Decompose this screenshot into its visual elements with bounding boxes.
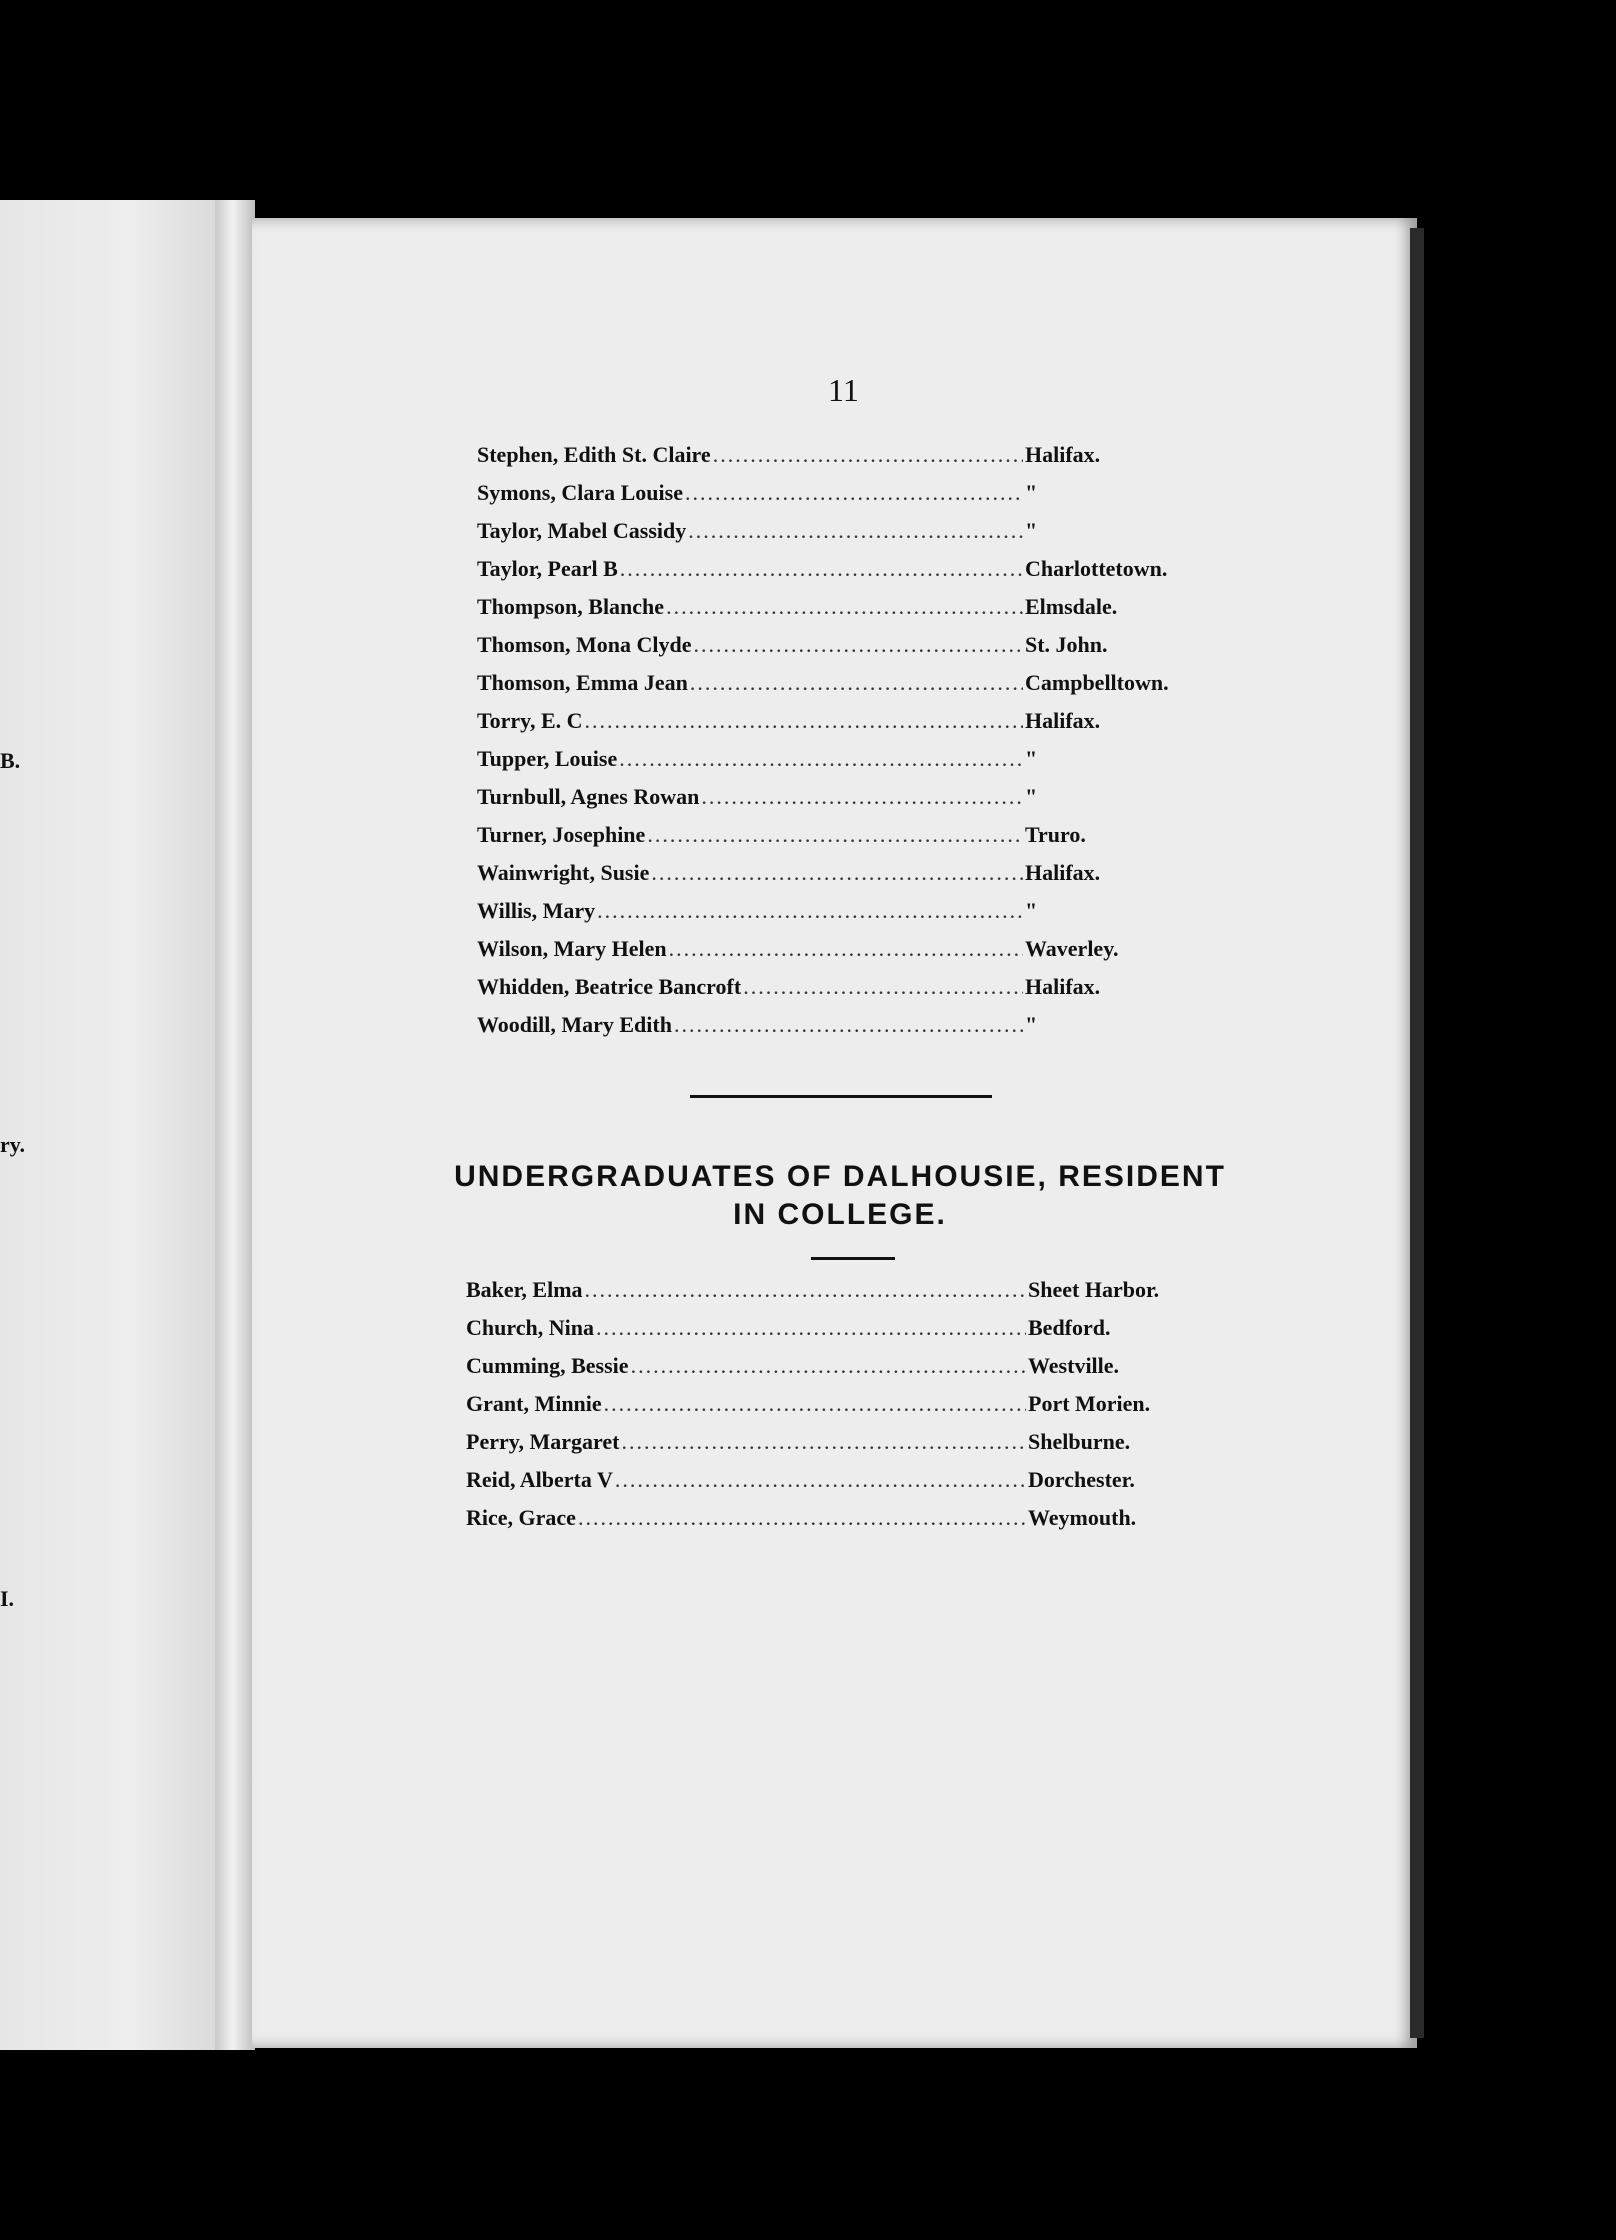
hometown: " [1025, 746, 1038, 771]
binding-gutter [215, 200, 255, 2050]
student-name: Thomson, Mona Clyde [477, 632, 692, 657]
dot-leader [685, 474, 1023, 512]
dot-leader [620, 550, 1023, 588]
student-name: Thompson, Blanche [477, 594, 665, 619]
hometown: Halifax. [1025, 974, 1101, 999]
hometown: " [1025, 480, 1038, 505]
hometown: Campbelltown. [1025, 670, 1169, 695]
left-page-fragment: B. [0, 748, 21, 773]
student-name: Turnbull, Agnes Rowan [477, 784, 700, 809]
dot-leader [578, 1499, 1026, 1537]
heading-underline [811, 1257, 895, 1260]
hometown: Shelburne. [1028, 1429, 1131, 1454]
list-item [477, 664, 1225, 702]
student-name: Torry, E. C [477, 708, 583, 733]
hometown: Westville. [1028, 1353, 1120, 1378]
dot-leader [596, 1309, 1026, 1347]
student-name: Tupper, Louise [477, 746, 618, 771]
dot-leader [622, 1423, 1026, 1461]
hometown: Sheet Harbor. [1028, 1277, 1160, 1302]
student-name: Woodill, Mary Edith [477, 1012, 672, 1037]
dot-leader [615, 1461, 1026, 1499]
list-item [466, 1385, 1206, 1423]
student-name: Taylor, Mabel Cassidy [477, 518, 687, 543]
student-name: Thomson, Emma Jean [477, 670, 688, 695]
left-page-fragment: ry. [0, 1132, 26, 1157]
student-name: Symons, Clara Louise [477, 480, 683, 505]
student-name: Wilson, Mary Helen [477, 936, 667, 961]
list-item [477, 474, 1225, 512]
hometown: Bedford. [1028, 1315, 1111, 1340]
list-item [466, 1461, 1206, 1499]
student-name: Wainwright, Susie [477, 860, 650, 885]
dot-leader [585, 1271, 1026, 1309]
hometown: " [1025, 898, 1038, 923]
dot-leader [597, 892, 1023, 930]
list-item [477, 968, 1225, 1006]
hometown: St. John. [1025, 632, 1108, 657]
section-heading-line: IN COLLEGE. [733, 1198, 947, 1231]
residents-list [477, 436, 1225, 1044]
undergraduates-list [466, 1271, 1206, 1537]
hometown: " [1025, 518, 1038, 543]
dot-leader [694, 626, 1023, 664]
hometown: Halifax. [1025, 708, 1101, 733]
list-item [477, 854, 1225, 892]
dot-leader [604, 1385, 1026, 1423]
list-item [477, 816, 1225, 854]
list-item [477, 436, 1225, 474]
section-heading [390, 1158, 1290, 1234]
list-item [466, 1271, 1206, 1309]
dot-leader [647, 816, 1023, 854]
hometown: Truro. [1025, 822, 1086, 847]
student-name: Church, Nina [466, 1315, 594, 1340]
hometown: Port Morien. [1028, 1391, 1151, 1416]
dot-leader [713, 436, 1023, 474]
student-name: Reid, Alberta V [466, 1467, 613, 1492]
hometown: Dorchester. [1028, 1467, 1135, 1492]
dot-leader [674, 1006, 1023, 1044]
student-name: Grant, Minnie [466, 1391, 602, 1416]
list-item [477, 930, 1225, 968]
student-name: Cumming, Bessie [466, 1353, 629, 1378]
left-page-fragment: I. [0, 1586, 15, 1611]
hometown: " [1025, 1012, 1038, 1037]
dot-leader [666, 588, 1023, 626]
student-name: Whidden, Beatrice Bancroft [477, 974, 742, 999]
list-item [466, 1309, 1206, 1347]
dot-leader [631, 1347, 1026, 1385]
student-name: Baker, Elma [466, 1277, 583, 1302]
list-item [477, 588, 1225, 626]
dot-leader [701, 778, 1023, 816]
student-name: Turner, Josephine [477, 822, 646, 847]
student-name: Perry, Margaret [466, 1429, 620, 1454]
dot-leader [690, 664, 1023, 702]
list-item [477, 626, 1225, 664]
hometown: Weymouth. [1028, 1505, 1137, 1530]
student-name: Stephen, Edith St. Claire [477, 442, 711, 467]
dot-leader [743, 968, 1023, 1006]
hometown: Halifax. [1025, 442, 1101, 467]
list-item [466, 1423, 1206, 1461]
dot-leader [585, 702, 1023, 740]
dot-leader [619, 740, 1023, 778]
student-name: Rice, Grace [466, 1505, 576, 1530]
dot-leader [651, 854, 1023, 892]
list-item [466, 1499, 1206, 1537]
student-name: Willis, Mary [477, 898, 596, 923]
hometown: Charlottetown. [1025, 556, 1168, 581]
list-item [477, 778, 1225, 816]
list-item [477, 740, 1225, 778]
hometown: " [1025, 784, 1038, 809]
list-item [477, 512, 1225, 550]
dot-leader [688, 512, 1023, 550]
list-item [477, 892, 1225, 930]
page-edge-shadow [1410, 228, 1424, 2038]
left-facing-page [0, 200, 220, 2050]
section-heading-line: UNDERGRADUATES OF DALHOUSIE, RESIDENT [454, 1160, 1226, 1193]
list-item [477, 1006, 1225, 1044]
dot-leader [669, 930, 1023, 968]
list-item [477, 550, 1225, 588]
hometown: Elmsdale. [1025, 594, 1118, 619]
hometown: Waverley. [1025, 936, 1119, 961]
list-item [477, 702, 1225, 740]
hometown: Halifax. [1025, 860, 1101, 885]
section-divider [690, 1095, 992, 1098]
student-name: Taylor, Pearl B [477, 556, 618, 581]
list-item [466, 1347, 1206, 1385]
page-number: 11 [828, 372, 859, 408]
